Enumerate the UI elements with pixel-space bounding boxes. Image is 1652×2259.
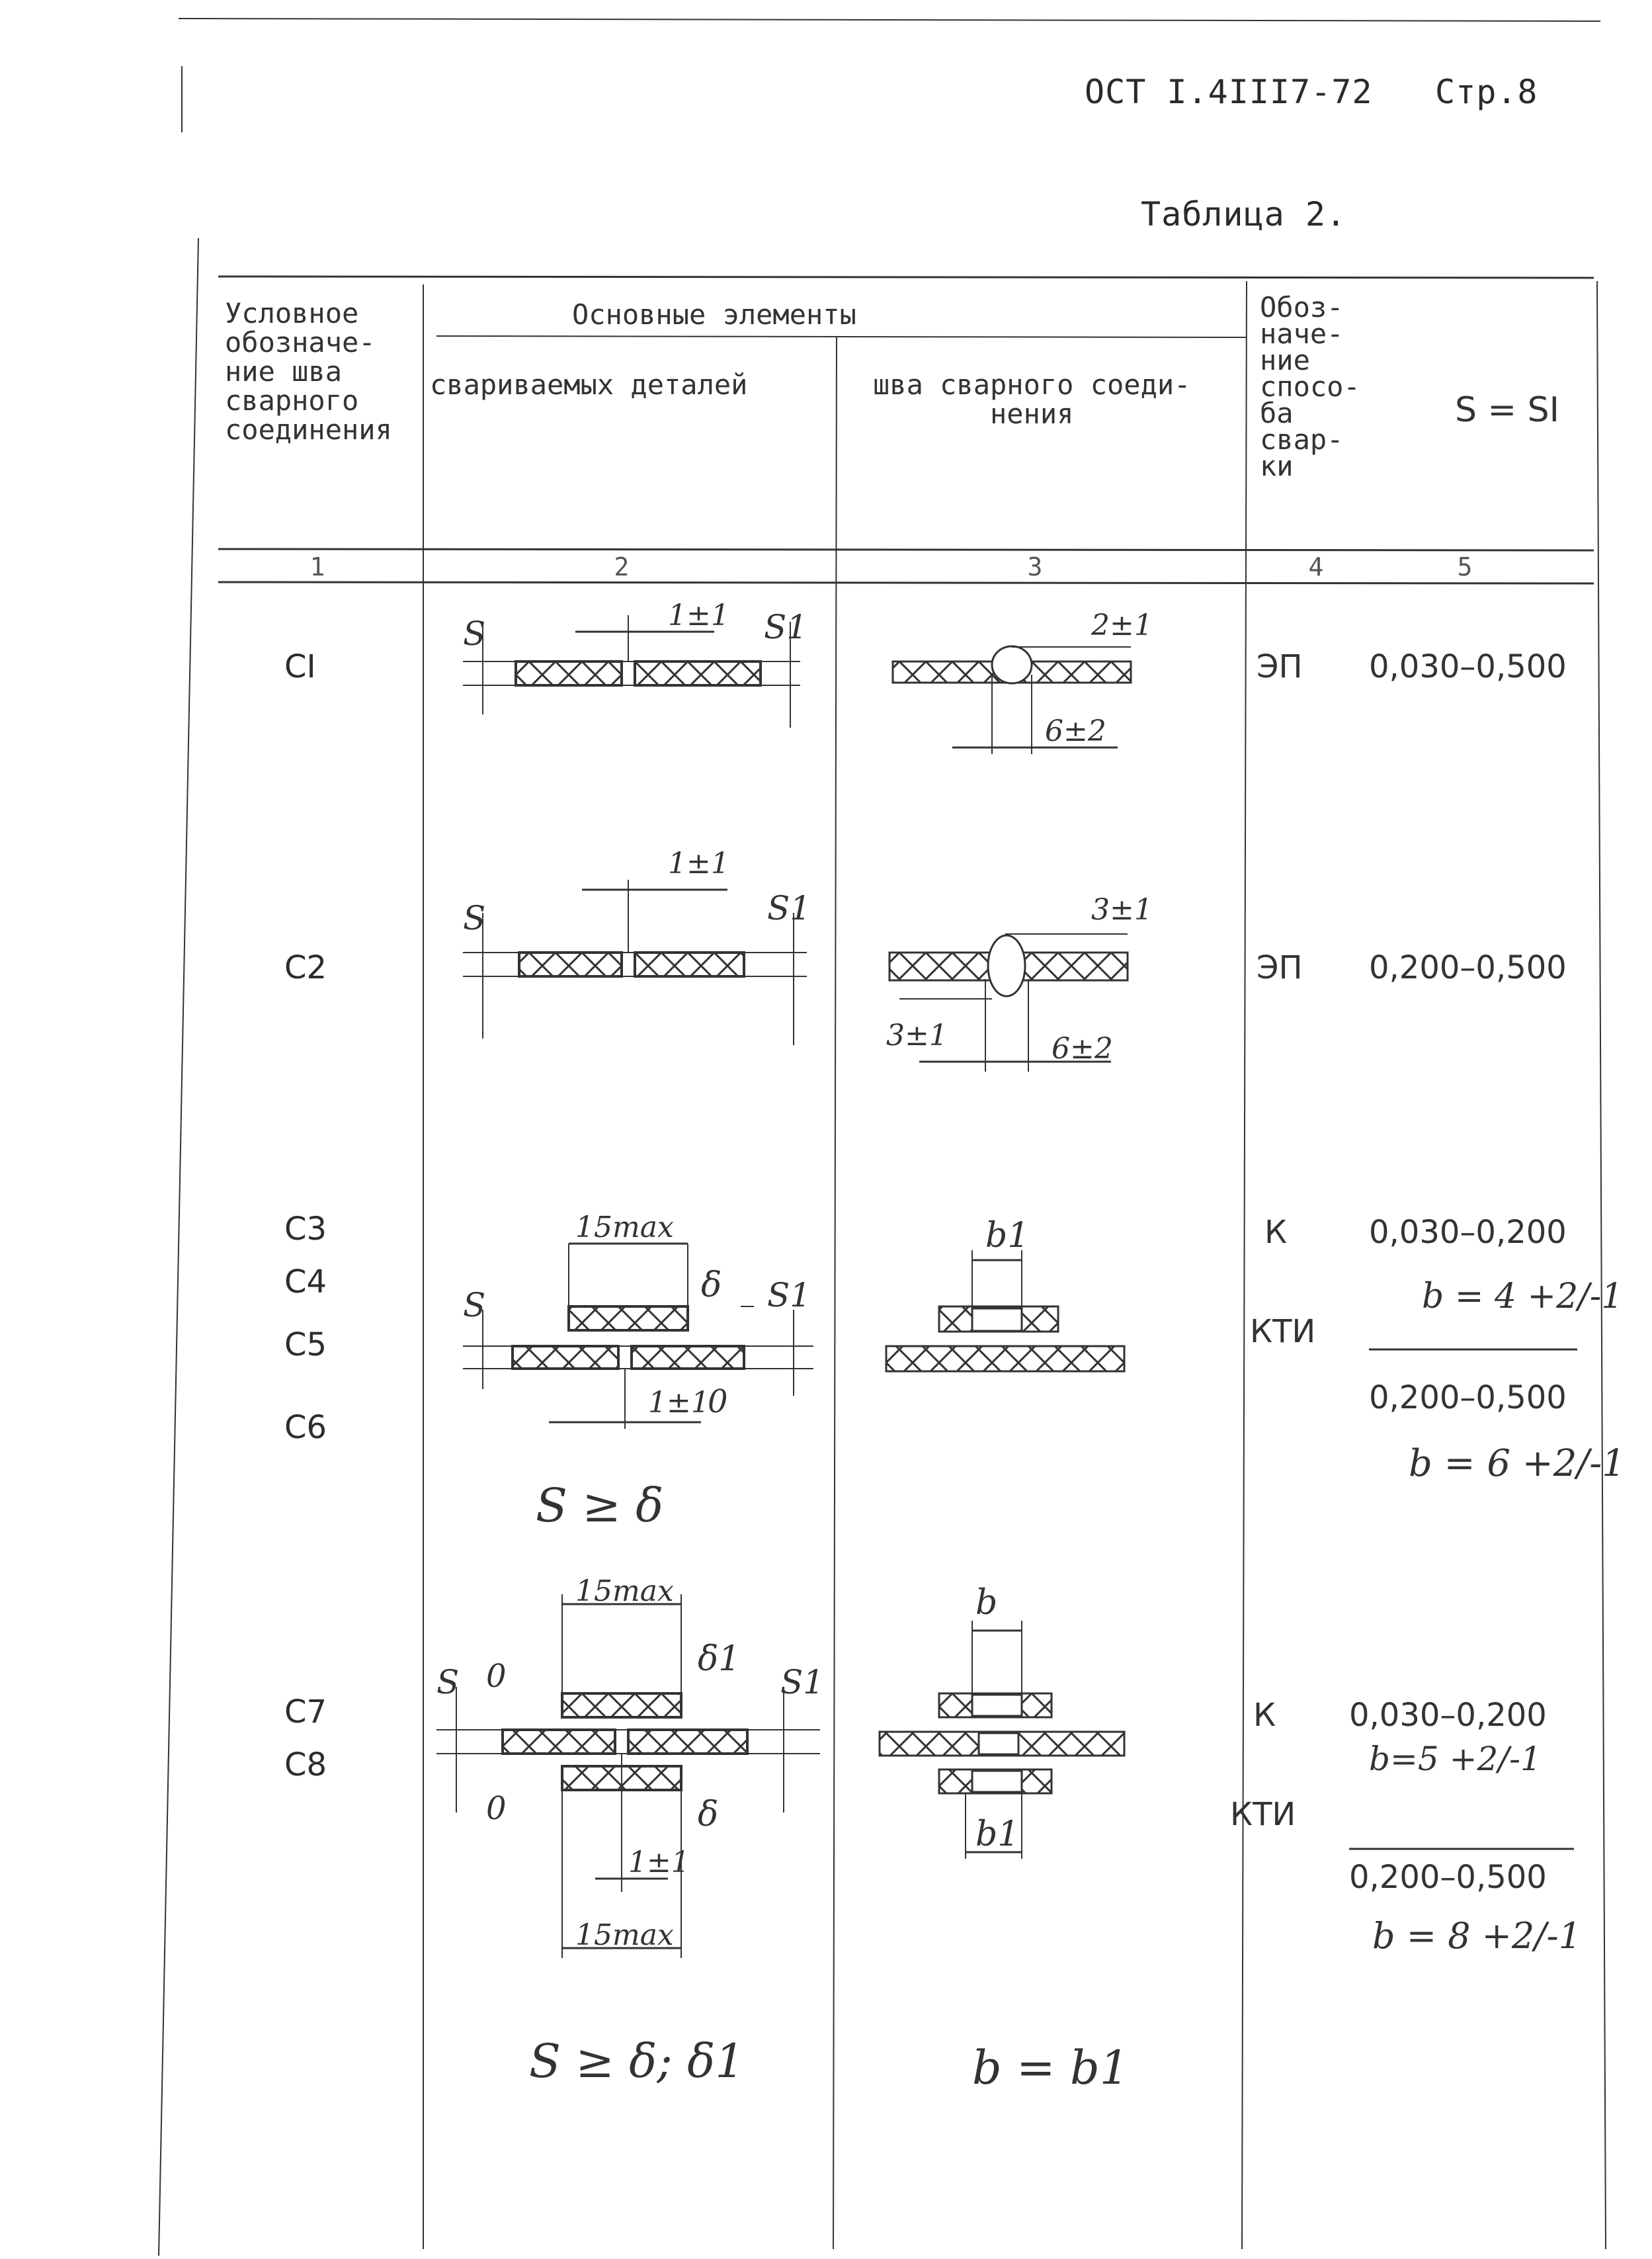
column-number-3: 3	[1027, 552, 1043, 581]
row1-method: ЭП	[1257, 648, 1303, 685]
row3-width-2: b = 6 +2/-1	[1409, 1442, 1626, 1485]
row2-bead-height-top: 3±1	[1091, 893, 1153, 927]
row4-range-2: 0,200–0,500	[1349, 1859, 1547, 1896]
row4-range-1: 0,030–0,200	[1349, 1697, 1547, 1734]
row1-s-label: S	[463, 615, 486, 653]
row3-gap-label: 1±1	[648, 1386, 710, 1420]
row3-overlap-label: 15max	[575, 1211, 674, 1244]
row1-s1-label: S1	[764, 608, 808, 646]
row4-zero-bottom: 0	[486, 1790, 507, 1827]
row3-parts-sketch	[463, 1211, 813, 1429]
row3-code-1: C3	[284, 1211, 327, 1248]
header-group-main-elements: Основные элементы	[572, 298, 856, 331]
row4-overlap-top: 15max	[575, 1574, 674, 1608]
row4-condition-weld: b = b1	[972, 2041, 1130, 2095]
column-number-2: 2	[614, 552, 630, 581]
row3-width-1: b = 4 +2/-1	[1422, 1277, 1624, 1316]
column-number-1: 1	[310, 552, 325, 581]
row4-method-2: КТИ	[1230, 1796, 1296, 1833]
row1-bead-width: 6±2	[1045, 714, 1106, 748]
row4-code-1: C7	[284, 1693, 327, 1730]
table-title: Таблица 2.	[1141, 195, 1347, 234]
row1-code: CI	[284, 648, 316, 685]
row3-zero-label: 0	[708, 1383, 728, 1420]
row3-range-1: 0,030–0,200	[1369, 1214, 1567, 1251]
row2-gap-label: 1±1	[668, 847, 729, 880]
row3-range-2: 0,200–0,500	[1369, 1379, 1567, 1416]
row3-s-label: S	[463, 1286, 486, 1324]
row3-method-2: КТИ	[1250, 1313, 1316, 1350]
row2-s1-label: S1	[767, 889, 811, 927]
row4-weld-sketch	[880, 1583, 1124, 1859]
header-col2: свариваемых деталей	[430, 368, 748, 401]
row3-method-1: К	[1264, 1214, 1288, 1251]
row2-parts-sketch	[463, 847, 811, 1045]
row3-s1-label: S1	[767, 1276, 811, 1314]
row1-gap-label: 1±1	[668, 599, 729, 632]
row1-range: 0,030–0,500	[1369, 648, 1567, 685]
row4-code-2: C8	[284, 1746, 327, 1783]
row4-overlap-bottom: 15max	[575, 1918, 674, 1952]
row3-code-3: C5	[284, 1326, 327, 1363]
column-number-4: 4	[1308, 552, 1324, 581]
document-number: ОСТ I.4III7-72	[1085, 73, 1373, 111]
column-number-5: 5	[1457, 552, 1473, 581]
row4-width-2: b = 8 +2/-1	[1372, 1915, 1582, 1957]
row4-parts-sketch	[436, 1574, 824, 1958]
row2-range: 0,200–0,500	[1369, 949, 1567, 986]
row2-method: ЭП	[1257, 949, 1303, 986]
header-col5: S = SI	[1455, 390, 1559, 430]
row4-zero-top: 0	[486, 1658, 507, 1695]
header-col4: Обоз- наче- ние спосо- ба свар- ки	[1260, 291, 1360, 482]
row2-s-label: S	[463, 899, 486, 937]
row3-weld-sketch	[886, 1216, 1124, 1371]
row3-delta-label: δ	[701, 1265, 722, 1305]
row4-b-label: b	[975, 1583, 998, 1623]
row4-s-label: S	[436, 1663, 460, 1701]
row2-code: C2	[284, 949, 327, 986]
row4-s1-label: S1	[780, 1663, 825, 1701]
page-number: Стр.8	[1435, 73, 1538, 111]
row4-method-1: К	[1253, 1697, 1276, 1734]
row1-weld-sketch	[893, 609, 1153, 754]
header-col1: Условное обозначе- ние шва сварного соединения	[225, 297, 392, 446]
row4-delta-top: δ1	[698, 1639, 741, 1679]
row4-gap-label: 1±1	[628, 1846, 690, 1879]
row4-condition-parts: S ≥ δ; δ1	[529, 2034, 745, 2088]
row4-delta-bottom: δ	[698, 1795, 719, 1834]
row3-b1-label: b1	[985, 1216, 1030, 1256]
row4-b1-label: b1	[975, 1814, 1020, 1854]
row2-bead-width: 6±2	[1052, 1032, 1113, 1066]
header-col3: шва сварного соеди- нения	[873, 368, 1191, 430]
row3-code-4: C6	[284, 1409, 327, 1446]
row3-code-2: C4	[284, 1263, 327, 1300]
row3-condition: S ≥ δ	[536, 1478, 664, 1533]
row1-parts-sketch	[463, 599, 807, 728]
row2-bead-height-bottom: 3±1	[886, 1019, 948, 1052]
row1-bead-height: 2±1	[1091, 609, 1153, 642]
row4-width-1: b=5 +2/-1	[1369, 1740, 1542, 1778]
row2-weld-sketch	[886, 893, 1153, 1072]
